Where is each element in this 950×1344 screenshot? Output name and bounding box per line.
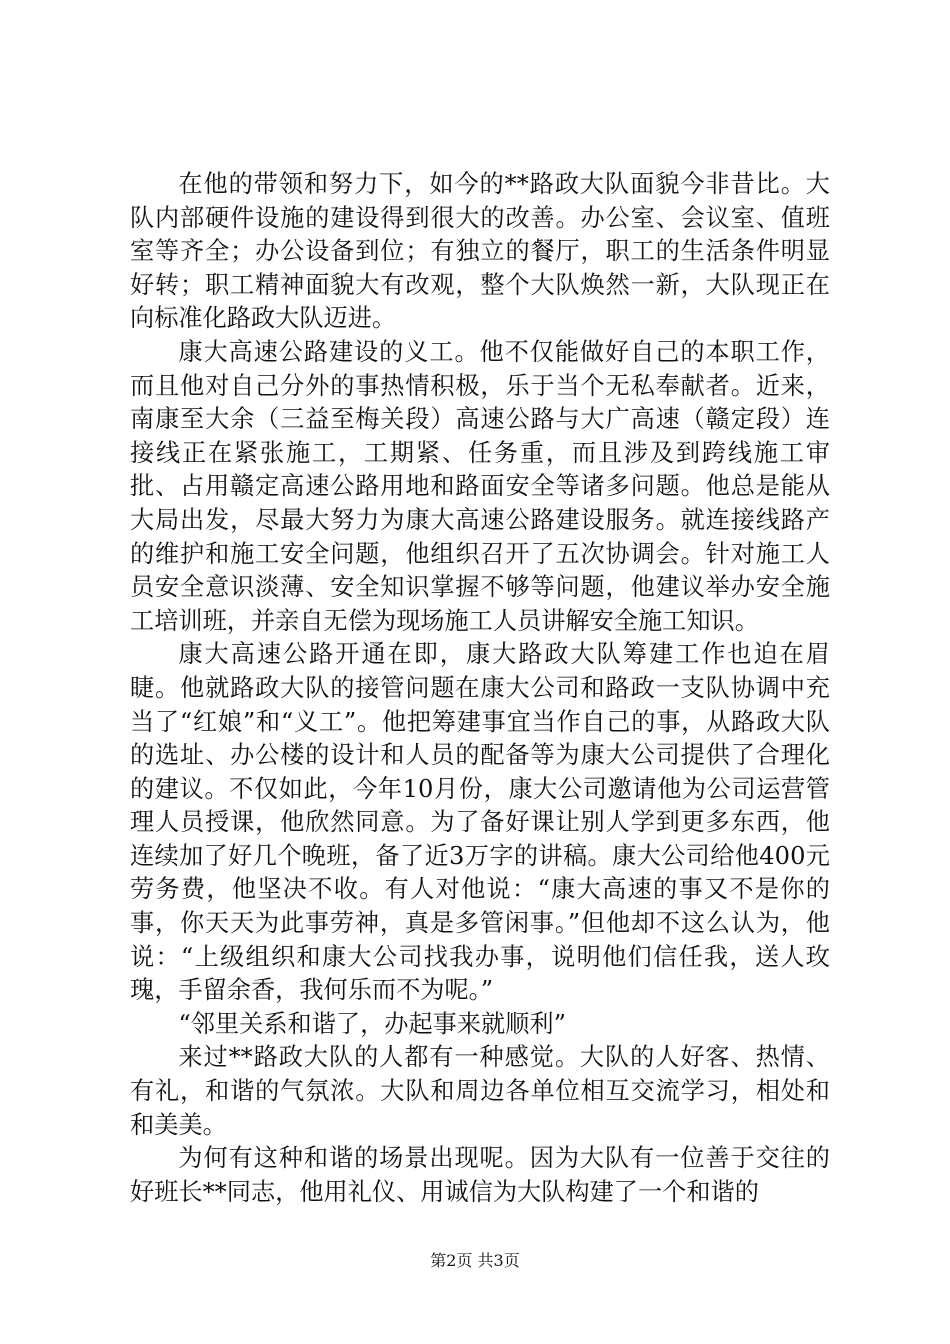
document-body	[130, 168, 830, 1209]
section-heading: “邻里关系和谐了，办起事来就顺利”	[178, 1009, 566, 1038]
paragraph: 在他的带领和努力下，如今的**路政大队面貌今非昔比。大队内部硬件设施的建设得到很大的改善。办公室、会议室、值班室等齐全；办公设备到位；有独立的餐厅，职工的生活条件明显好转；职工精神面貌大有改观，整个大队焕然一新，大队现正在向标准化路政大队迈进。	[130, 170, 830, 333]
paragraph: 康大高速公路开通在即，康大路政大队筹建工作也迫在眉睫。他就路政大队的接管问题在康大公司和路政一支队协调中充当了“红娘”和“义工”。他把筹建事宜当作自己的事，从路政大队的选址、办公楼的设计和人员的配备等为康大公司提供了合理化的建议。不仅如此，今年10月份，康大公司邀请他为公司运营管理人员授课，他欣然同意。为了备好课让别人学到更多东西，他连续加了好几个晚班，备了近3万字的讲稿。康大公司给他400元劳务费，他坚决不收。有人对他说：“康大高速的事又不是你的事，你天天为此事劳神，真是多管闲事。”但他却不这么认为，他说：“上级组织和康大公司找我办事，说明他们信任我，送人玫瑰，手留余香，我何乐而不为呢。”	[130, 640, 830, 1005]
page-number-footer: 第2页 共3页	[430, 1251, 520, 1270]
paragraph: 为何有这种和谐的场景出现呢。因为大队有一位善于交往的好班长**同志，他用礼仪、用诚信为大队构建了一个和谐的	[130, 1144, 830, 1206]
paragraph: 康大高速公路建设的义工。他不仅能做好自己的本职工作，而且他对自己分外的事热情积极，乐于当个无私奉献者。近来，南康至大余（三益至梅关段）高速公路与大广高速（赣定段）连接线正在紧张施工，工期紧、任务重，而且涉及到跨线施工审批、占用赣定高速公路用地和路面安全等诸多问题。他总是能从大局出发，尽最大努力为康大高速公路建设服务。就连接线路产的维护和施工安全问题，他组织召开了五次协调会。针对施工人员安全意识淡薄、安全知识掌握不够等问题，他建议举办安全施工培训班，并亲自无偿为现场施工人员讲解安全施工知识。	[130, 337, 830, 635]
paragraph: 来过**路政大队的人都有一种感觉。大队的人好客、热情、有礼，和谐的气氛浓。大队和周边各单位相互交流学习，相处和和美美。	[130, 1043, 830, 1139]
